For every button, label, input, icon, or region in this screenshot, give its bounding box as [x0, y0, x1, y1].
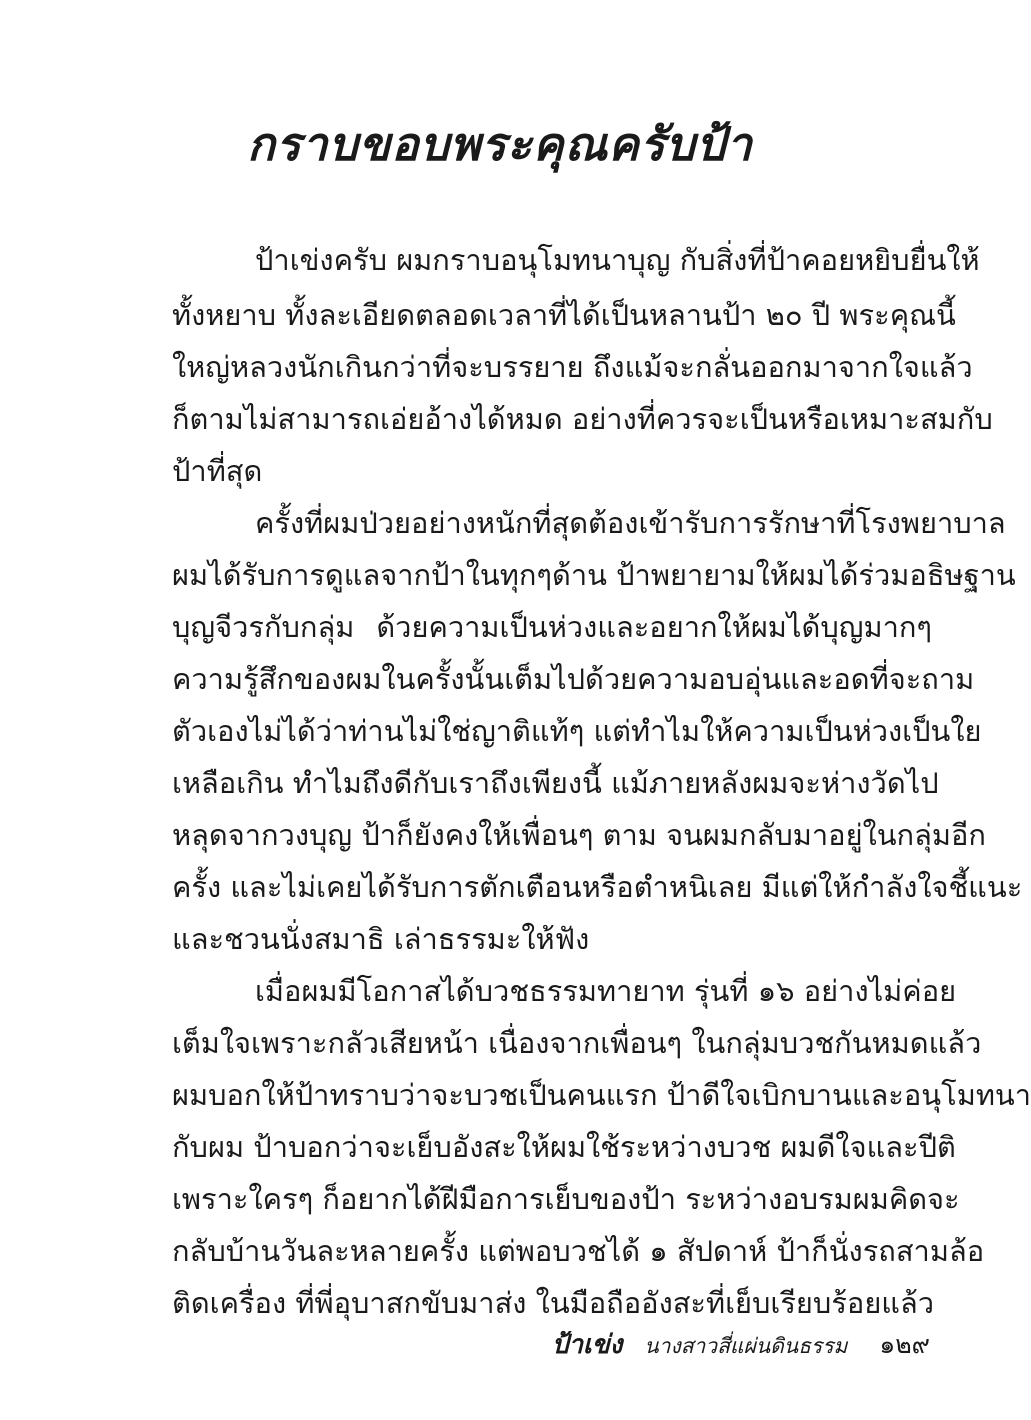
paragraph-line: ผมได้รับการดูแลจากป้าในทุกๆด้าน ป้าพยายามให้ผมได้ร่วมอธิษฐาน — [172, 558, 1016, 592]
paragraph-line: กลับบ้านวันละหลายครั้ง แต่พอบวชได้ ๑ สัปดาห์ ป้าก็นั่งรถสามล้อ — [172, 1234, 985, 1268]
paragraph-line: ครั้ง และไม่เคยได้รับการตักเตือนหรือตำหนิเลย มีแต่ให้กำลังใจชี้แนะ — [172, 870, 1023, 904]
paragraph-line: ครั้งที่ผมป่วยอย่างหนักที่สุดต้องเข้ารับการรักษาที่โรงพยาบาล — [255, 506, 1006, 540]
paragraph-line: เมื่อผมมีโอกาสได้บวชธรรมทายาท รุ่นที่ ๑๖ อย่างไม่ค่อย — [255, 974, 957, 1008]
paragraph-line: ความรู้สึกของผมในครั้งนั้นเต็มไปด้วยความอบอุ่นและอดที่จะถาม — [172, 662, 975, 696]
paragraph-line: และชวนนั่งสมาธิ เล่าธรรมะให้ฟัง — [172, 922, 590, 956]
page-footer — [552, 1324, 930, 1364]
paragraph-line: ก็ตามไม่สามารถเอ่ยอ้างได้หมด อย่างที่ควรจะเป็นหรือเหมาะสมกับ — [172, 402, 993, 436]
paragraph-line: ผมบอกให้ป้าทราบว่าจะบวชเป็นคนแรก ป้าดีใจเบิกบานและอนุโมทนา — [172, 1078, 1031, 1112]
paragraph-line: ป้าที่สุด — [172, 454, 263, 488]
footer-book-title: นางสาวสี่แผ่นดินธรรม — [644, 1334, 848, 1358]
page-number: ๑๒๙ — [879, 1330, 930, 1359]
paragraph-line: เต็มใจเพราะกลัวเสียหน้า เนื่องจากเพื่อนๆ ในกลุ่มบวชกันหมดแล้ว — [172, 1026, 982, 1060]
page-title: กราบขอบพระคุณครับป้า — [247, 117, 753, 171]
paragraph-line: กับผม ป้าบอกว่าจะเย็บอังสะให้ผมใช้ระหว่างบวช ผมดีใจและปีติ — [172, 1130, 956, 1164]
paragraph-line: บุญจีวรกับกลุ่ม ด้วยความเป็นห่วงและอยากให้ผมได้บุญมากๆ — [172, 610, 932, 644]
paragraph-line: ทั้งหยาบ ทั้งละเอียดตลอดเวลาที่ได้เป็นหลานป้า ๒๐ ปี พระคุณนี้ — [172, 298, 956, 332]
paragraph-line: หลุดจากวงบุญ ป้าก็ยังคงให้เพื่อนๆ ตาม จนผมกลับมาอยู่ในกลุ่มอีก — [172, 818, 986, 852]
paragraph-line: ป้าเข่งครับ ผมกราบอนุโมทนาบุญ กับสิ่งที่ป้าคอยหยิบยื่นให้ — [255, 243, 980, 277]
paragraph-line: เพราะใครๆ ก็อยากได้ฝีมือการเย็บของป้า ระหว่างอบรมผมคิดจะ — [172, 1182, 960, 1216]
paragraph-line: ตัวเองไม่ได้ว่าท่านไม่ใช่ญาติแท้ๆ แต่ทำไมให้ความเป็นห่วงเป็นใย — [172, 714, 982, 748]
paragraph-line: เหลือเกิน ทำไมถึงดีกับเราถึงเพียงนี้ แม้ภายหลังผมจะห่างวัดไป — [172, 766, 939, 800]
footer-author-name: ป้าเข่ง — [551, 1330, 623, 1360]
paragraph-line: ใหญ่หลวงนักเกินกว่าที่จะบรรยาย ถึงแม้จะกลั่นออกมาจากใจแล้ว — [172, 350, 973, 384]
paragraph-line: ติดเครื่อง ที่พี่อุบาสกขับมาส่ง ในมือถืออังสะที่เย็บเรียบร้อยแล้ว — [172, 1286, 935, 1320]
